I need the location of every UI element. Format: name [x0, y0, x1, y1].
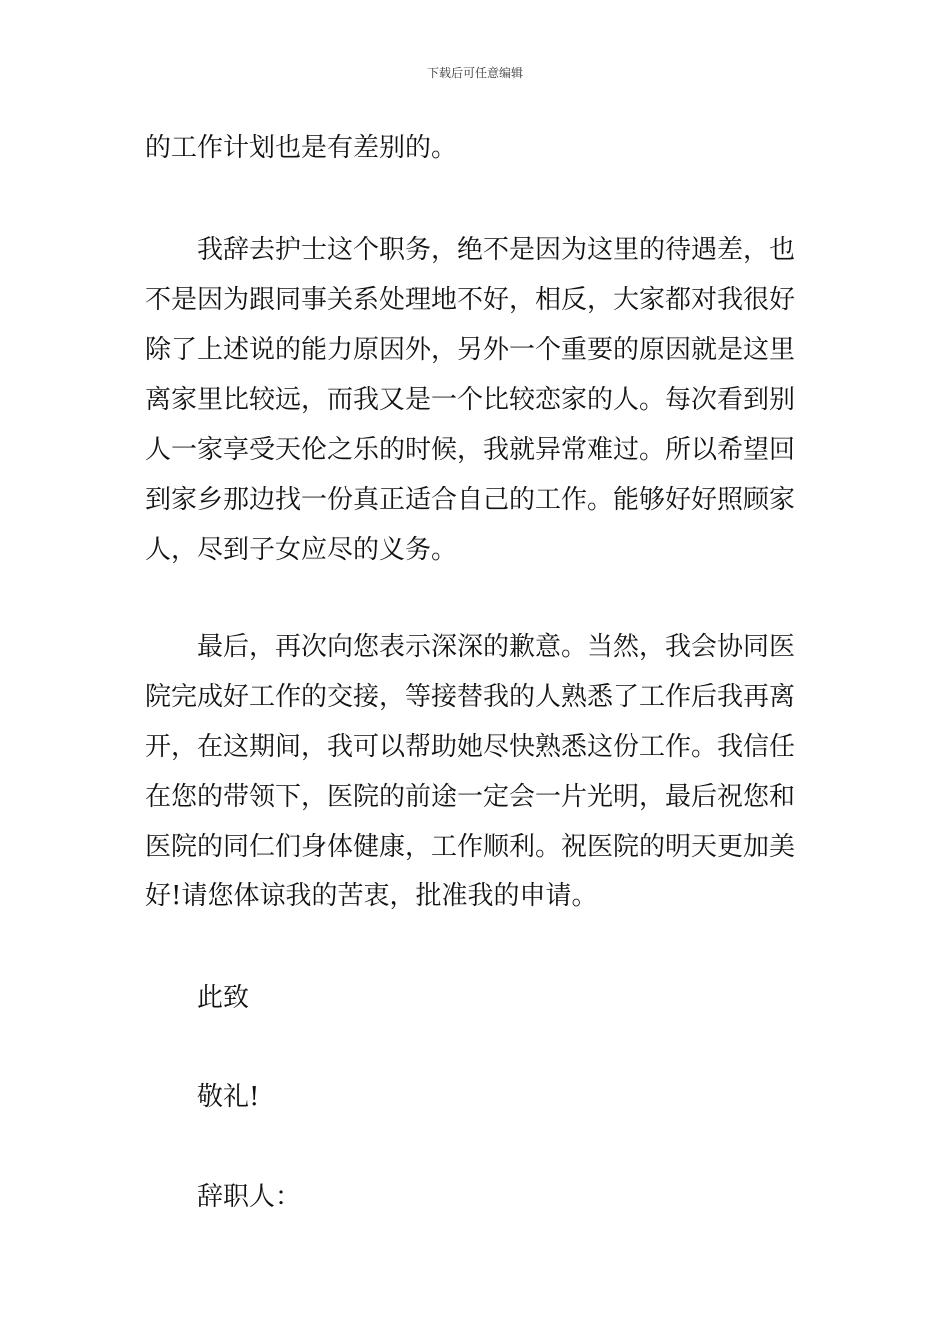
- text-line: 除了上述说的能力原因外，另外一个重要的原因就是这里: [145, 335, 796, 365]
- signatory-label: 辞职人：: [197, 1182, 302, 1212]
- page-header: 下载后可任意编辑: [426, 66, 523, 80]
- text-line: 我辞去护士这个职务，绝不是因为这里的待遇差，也: [197, 235, 796, 265]
- text-line: 好!请您体谅我的苦衷，批准我的申请。: [145, 881, 598, 911]
- text-line: 在您的带领下，医院的前途一定会一片光明，最后祝您和: [145, 782, 796, 812]
- text-line: 医院的同仁们身体健康，工作顺利。祝医院的明天更加美: [145, 832, 796, 862]
- text-line: 人一家享受天伦之乐的时候，我就异常难过。所以希望回: [145, 435, 796, 465]
- closing-salutation: 此致: [197, 983, 250, 1013]
- text-line: 开，在这期间，我可以帮助她尽快熟悉这份工作。我信任: [145, 732, 796, 762]
- text-line: 离家里比较远，而我又是一个比较恋家的人。每次看到别: [145, 385, 796, 415]
- text-line: 最后，再次向您表示深深的歉意。当然，我会协同医: [197, 632, 796, 662]
- text-line: 人，尽到子女应尽的义务。: [145, 535, 458, 565]
- text-line: 院完成好工作的交接，等接替我的人熟悉了工作后我再离: [145, 682, 796, 712]
- closing-regards: 敬礼!: [197, 1082, 260, 1112]
- text-line: 的工作计划也是有差别的。: [145, 133, 458, 163]
- text-line: 不是因为跟同事关系处理地不好，相反，大家都对我很好: [145, 285, 796, 315]
- text-line: 到家乡那边找一份真正适合自己的工作。能够好好照顾家: [145, 485, 796, 515]
